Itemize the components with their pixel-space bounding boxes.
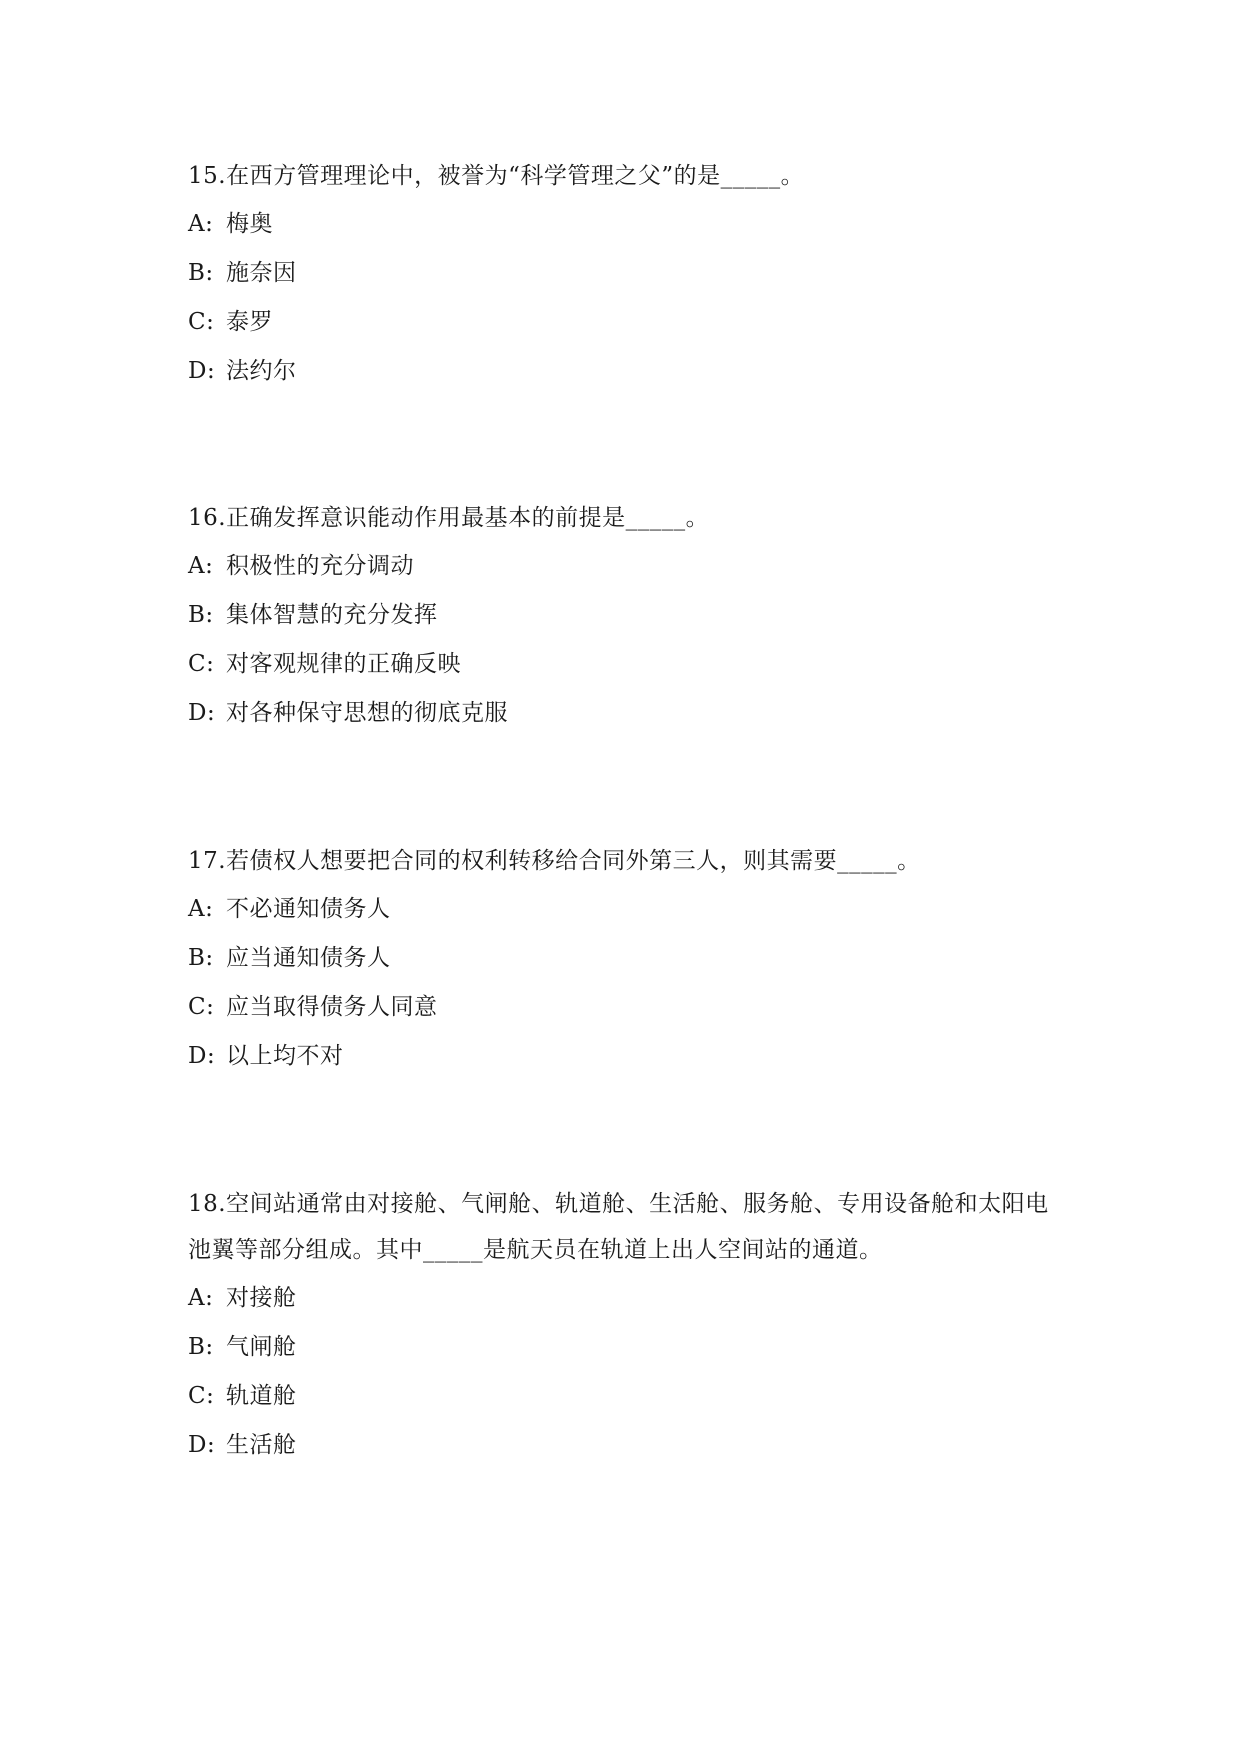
question-stem: 16.正确发挥意识能动作用最基本的前提是_____。 <box>188 505 710 531</box>
option-c <box>188 299 1068 345</box>
option-letter: C: <box>188 1383 215 1409</box>
option-d <box>188 1033 1068 1079</box>
option-text: 法约尔 <box>226 358 297 384</box>
option-letter: A: <box>188 896 214 922</box>
option-text: 施奈因 <box>226 260 297 286</box>
option-text: 应当取得债务人同意 <box>226 994 438 1020</box>
option-letter: A: <box>188 211 214 237</box>
option-d <box>188 690 1068 736</box>
option-a <box>188 1275 1068 1321</box>
option-letter: D: <box>188 1043 216 1069</box>
option-d <box>188 1422 1068 1468</box>
option-letter: C: <box>188 309 215 335</box>
option-c <box>188 1373 1068 1419</box>
option-a <box>188 543 1068 589</box>
option-a <box>188 201 1068 247</box>
option-text: 对接舱 <box>226 1285 297 1311</box>
option-letter: B: <box>188 260 214 286</box>
question-stem: 17.若债权人想要把合同的权利转移给合同外第三人，则其需要_____。 <box>188 848 921 874</box>
option-b <box>188 935 1068 981</box>
option-text: 梅奥 <box>226 211 273 237</box>
option-text: 对各种保守思想的彻底克服 <box>226 700 508 726</box>
option-text: 生活舱 <box>226 1432 297 1458</box>
option-text: 积极性的充分调动 <box>226 553 414 579</box>
option-text: 不必通知债务人 <box>226 896 391 922</box>
option-b <box>188 592 1068 638</box>
option-letter: D: <box>188 1432 216 1458</box>
question-15 <box>188 153 1068 397</box>
option-c <box>188 984 1068 1030</box>
option-a <box>188 886 1068 932</box>
option-text: 集体智慧的充分发挥 <box>226 602 438 628</box>
option-b <box>188 250 1068 296</box>
option-letter: B: <box>188 602 214 628</box>
option-c <box>188 641 1068 687</box>
option-letter: A: <box>188 1285 214 1311</box>
question-stem: 18.空间站通常由对接舱、气闸舱、轨道舱、生活舱、服务舱、专用设备舱和太阳电池翼等部分组成。其中_____是航天员在轨道上出人空间站的通道。 <box>188 1191 1049 1263</box>
option-text: 应当通知债务人 <box>226 945 391 971</box>
option-letter: D: <box>188 358 216 384</box>
option-text: 对客观规律的正确反映 <box>226 651 461 677</box>
option-letter: A: <box>188 553 214 579</box>
option-letter: B: <box>188 1334 214 1360</box>
option-d <box>188 348 1068 394</box>
question-stem: 15.在西方管理理论中，被誉为“科学管理之父”的是_____。 <box>188 163 805 189</box>
question-16 <box>188 495 1068 739</box>
question-18 <box>188 1181 1068 1471</box>
option-letter: C: <box>188 651 215 677</box>
option-text: 泰罗 <box>226 309 273 335</box>
option-text: 气闸舱 <box>226 1334 297 1360</box>
option-text: 轨道舱 <box>226 1383 297 1409</box>
option-b <box>188 1324 1068 1370</box>
option-letter: D: <box>188 700 216 726</box>
option-letter: B: <box>188 945 214 971</box>
question-17 <box>188 838 1068 1082</box>
option-text: 以上均不对 <box>226 1043 344 1069</box>
option-letter: C: <box>188 994 215 1020</box>
